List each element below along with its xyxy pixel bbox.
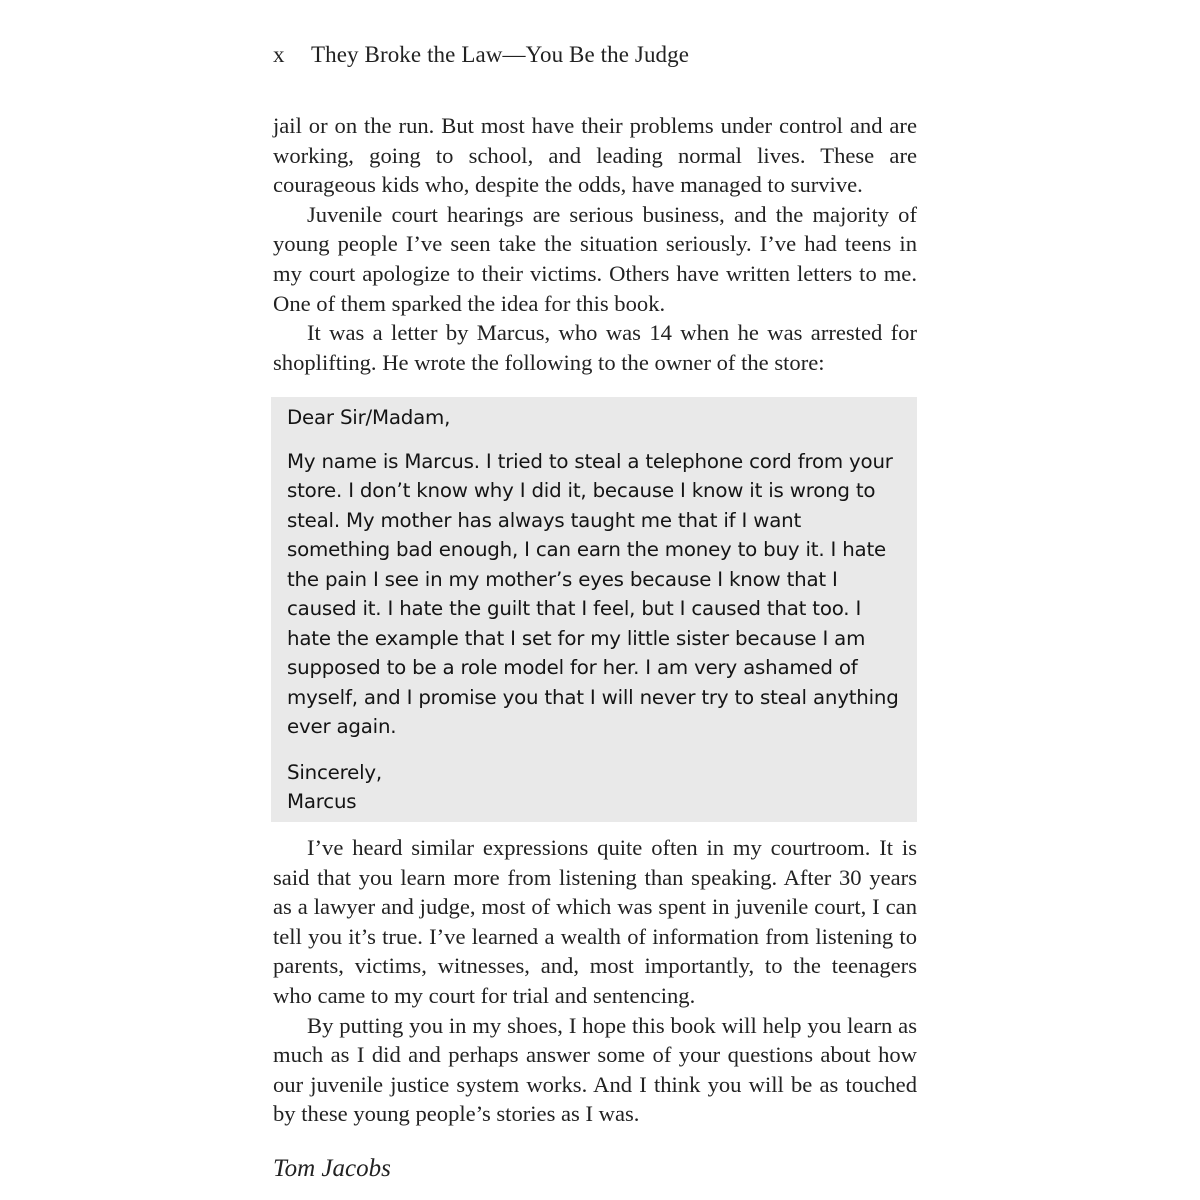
book-page: [273, 0, 917, 1200]
page-number: x: [273, 42, 285, 67]
letter-box: [271, 397, 917, 822]
paragraph: By putting you in my shoes, I hope this book will help you learn as much as I did and perhaps answer some of your questions about how our juvenile justice system works. And I think you will be as touched by these young people’s stories as I was.: [273, 1012, 917, 1127]
paragraph: Juvenile court hearings are serious business, and the majority of young people I’ve seen take the situation seriously. I’ve had teens in my court apologize to their victims. Others have written letters to me. One of them sparked the idea for this book.: [273, 201, 917, 316]
paragraph: It was a letter by Marcus, who was 14 when he was arrested for shoplifting. He wrote the following to the owner of the store:: [273, 320, 917, 375]
letter-salutation: Dear Sir/Madam,: [287, 406, 451, 429]
paragraph-continuation: jail or on the run. But most have their problems under control and are working, going to school, and leading normal lives. These are courageous kids who, despite the odds, have managed to survive.: [273, 113, 917, 198]
intro-text: [273, 111, 917, 377]
paragraph: I’ve heard similar expressions quite often in my courtroom. It is said that you learn more from listening than speaking. After 30 years as a lawyer and judge, most of which was spent in juvenile court, I can tell you it’s true. I’ve learned a wealth of information from listening to parents, victims, witnesses, and, most importantly, to the teenagers who came to my court for trial and sentencing.: [273, 835, 917, 1008]
letter-closing: Sincerely,: [287, 760, 382, 784]
author-signature: Tom Jacobs: [273, 1155, 391, 1182]
letter-signer: Marcus: [287, 790, 357, 813]
book-title: They Broke the Law—You Be the Judge: [311, 42, 690, 67]
handwritten-letter: [287, 403, 907, 817]
closing-text: [273, 833, 917, 1129]
letter-body: My name is Marcus. I tried to steal a telephone cord from your store. I don’t know why I did it, because I know it is wrong to steal. My mother has always taught me that if I want something bad enough, I can earn the money to buy it. I hate the pain I see in my mother’s eyes because I know that I caused it. I hate the guilt that I feel, but I caused that too. I hate the example that I set for my little sister because I am supposed to be a role model for her. I am very ashamed of myself, and I promise you that I will never try to steal anything ever again.: [287, 449, 899, 738]
running-head: [273, 42, 689, 68]
